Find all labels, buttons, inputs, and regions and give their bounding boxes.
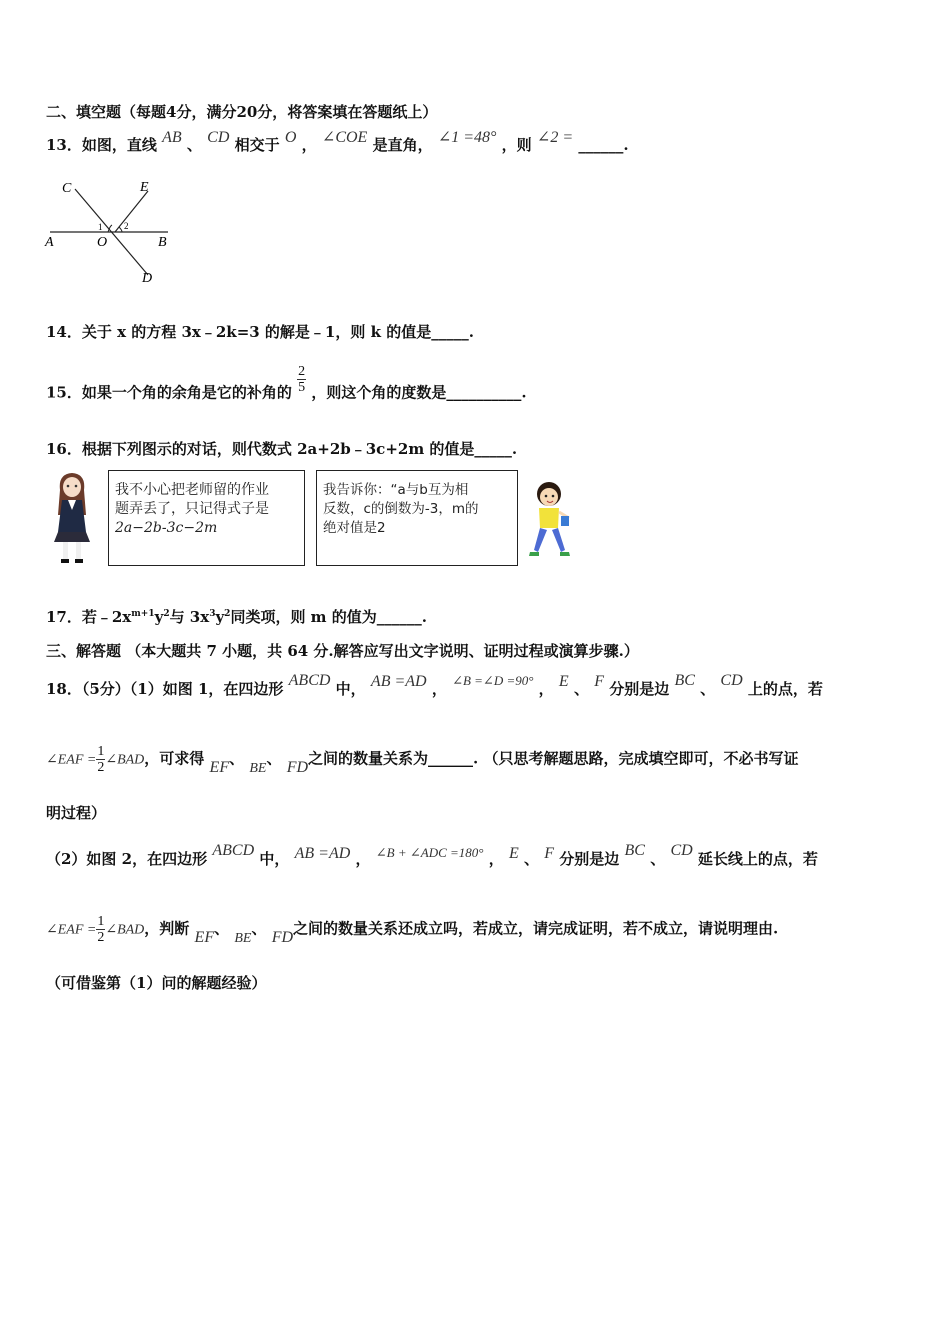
question-13 — [46, 129, 629, 155]
q13-point-o: O — [284, 129, 297, 146]
q18-side-bc: BC — [674, 672, 695, 689]
q18-segment-ef: EF — [209, 758, 230, 776]
question-18-line-1 — [46, 672, 823, 699]
label-b: B — [158, 235, 167, 250]
q18-p2-half-fraction — [96, 914, 105, 945]
q18-comma: ， — [431, 680, 447, 698]
q18-p2-text-3: 分别是边 — [559, 850, 620, 868]
q18-half-denominator: 2 — [97, 760, 105, 775]
q13-angle-1: ∠1 =48° — [437, 129, 497, 146]
q13-comma: ， — [301, 136, 317, 154]
q13-line-ab: AB — [162, 129, 182, 146]
q18-p2-angle-bad: ∠BAD — [105, 922, 145, 938]
q13-answer-blank: ______. — [578, 136, 629, 154]
section-2-heading: 二、填空题（每题4分，满分20分，将答案填在答题纸上） — [46, 103, 438, 121]
q13-angle-coe: ∠COE — [321, 129, 368, 146]
q18-sep: 、 — [573, 680, 589, 698]
question-18-part-2-line-1 — [46, 842, 818, 869]
q18-ab-equals-ad: AB =AD — [370, 673, 427, 690]
q18-half-numerator: 1 — [97, 744, 105, 759]
q18-angle-eaf: ∠EAF = — [46, 752, 97, 768]
q18-p2-text-6: 之间的数量关系还成立吗，若成立，请完成证明，若不成立，请说明理由. — [293, 919, 779, 938]
q18-angle-bad: ∠BAD — [105, 752, 145, 768]
question-14: 14．关于 x 的方程 3x﹣2k=3 的解是﹣1，则 k 的值是_____. — [46, 323, 474, 341]
bubble-2-line-3: 绝对值是2 — [323, 520, 386, 536]
q18-segment-be: BE — [249, 760, 267, 776]
question-18-part-2-line-2 — [46, 914, 778, 945]
q18-p2-quad-abcd: ABCD — [212, 842, 255, 859]
q18-comma-2: ， — [538, 680, 554, 698]
question-18-line-3: 明过程） — [46, 804, 107, 822]
q18-p2-angle-sum: ∠B + ∠ADC =180° — [375, 845, 484, 860]
q18-p2-ab-equals-ad: AB =AD — [294, 845, 351, 862]
bubble-2-line-1: 我告诉你：“a与b互为相 — [323, 482, 469, 498]
q15-fraction — [297, 364, 306, 395]
q13-text: 如图，直线 — [81, 136, 157, 154]
q17-text: 17．若﹣2x — [46, 608, 132, 626]
boy-figure-icon — [525, 478, 575, 563]
q13-text-4: ，则 — [501, 136, 532, 154]
question-15 — [46, 364, 527, 409]
q18-sep-4: 、 — [266, 749, 282, 768]
q15-text-2: ，则这个角的度数是__________. — [311, 383, 527, 402]
label-c: C — [62, 181, 72, 196]
q17-y-2: y — [215, 608, 225, 626]
q18-p2-side-bc: BC — [624, 842, 645, 859]
bubble-2-line-2: 反数，c的倒数为-3，m的 — [323, 501, 479, 517]
q18-text-4: 上的点，若 — [747, 680, 823, 698]
q18-p2-point-f: F — [544, 845, 555, 862]
q18-p2-segment-fd: FD — [271, 928, 294, 946]
question-18-line-2 — [46, 744, 798, 775]
speech-bubble-2 — [316, 470, 518, 566]
q18-p2-comma-2: ， — [488, 850, 504, 868]
q18-text-3: 分别是边 — [609, 680, 670, 698]
speech-bubble-1 — [108, 470, 305, 566]
q18-p2-comma: ， — [355, 850, 371, 868]
q18-p2-text-4: 延长线上的点，若 — [697, 850, 818, 868]
q15-fraction-numerator: 2 — [298, 364, 306, 379]
q17-y-1: y — [154, 608, 164, 626]
q18-p2-segment-be: BE — [234, 930, 252, 946]
label-a: A — [45, 235, 54, 250]
q13-number: 13． — [46, 136, 82, 154]
label-o: O — [97, 235, 108, 250]
q18-side-cd: CD — [720, 672, 743, 689]
q17-exponent-3: 3 — [209, 609, 216, 619]
bubble-1-expression: 2a−2b-3c−2m — [115, 520, 218, 536]
q18-p2-segment-ef: EF — [194, 928, 215, 946]
q18-p2-half-numerator: 1 — [97, 914, 105, 929]
q13-line-cd: CD — [207, 129, 230, 146]
q18-half-fraction — [96, 744, 105, 775]
label-angle-1: 1 — [98, 222, 103, 232]
q18-text-5: ，可求得 — [144, 749, 205, 768]
q18-text-6: 之间的数量关系为______. （只思考解题思路，完成填空即可，不必书写证 — [308, 749, 799, 768]
q18-text-2: 中， — [335, 680, 366, 698]
girl-figure-icon — [46, 470, 98, 565]
label-e: E — [140, 180, 149, 195]
q18-p2-sep: 、 — [524, 850, 540, 868]
q18-sep-3: 、 — [229, 749, 245, 768]
section-3-heading: 三、解答题 （本大题共 7 小题，共 64 分.解答应写出文字说明、证明过程或演算步骤.） — [46, 642, 639, 660]
q17-exponent-1: m+1 — [131, 609, 155, 619]
q18-p2-sep-4: 、 — [251, 919, 267, 938]
q13-text-2: 相交于 — [234, 136, 280, 154]
q15-text: 15．如果一个角的余角是它的补角的 — [46, 383, 292, 402]
q18-point-e: E — [558, 673, 569, 690]
q18-quad-abcd: ABCD — [288, 672, 331, 689]
ray-oe — [115, 191, 148, 232]
question-18-part-2-line-3: （可借鉴第（1）问的解题经验） — [46, 974, 267, 992]
label-d: D — [142, 271, 153, 286]
q18-p2-sep-3: 、 — [214, 919, 230, 938]
q17-text-2: 与 3x — [169, 608, 210, 626]
bubble-1-line-2: 题弄丢了，只记得式子是 — [115, 501, 269, 517]
q13-angle-2: ∠2 = — [536, 129, 574, 146]
bubble-1-line-1: 我不小心把老师留的作业 — [115, 482, 269, 498]
q18-point-f: F — [594, 673, 604, 690]
q18-p2-sep-2: 、 — [650, 850, 666, 868]
q18-p2-text-2: 中， — [259, 850, 290, 868]
q18-p2-side-cd: CD — [670, 842, 693, 859]
q17-exponent-2: 2 — [163, 609, 170, 619]
q15-fraction-denominator: 5 — [298, 380, 306, 395]
q18-p2-text: （2）如图 2，在四边形 — [46, 850, 208, 868]
q18-p2-text-5: ，判断 — [144, 919, 190, 938]
q18-p2-half-denominator: 2 — [97, 930, 105, 945]
label-angle-2: 2 — [124, 221, 129, 231]
q18-p2-angle-eaf: ∠EAF = — [46, 922, 97, 938]
q17-text-3: 同类项，则 m 的值为______. — [230, 608, 427, 626]
question-17 — [46, 606, 427, 627]
q13-sep: 、 — [186, 136, 202, 154]
q18-text: 18．（5分）（1）如图 1，在四边形 — [46, 680, 284, 698]
q18-segment-fd: FD — [286, 758, 309, 776]
q17-exponent-4: 2 — [224, 609, 231, 619]
q18-sep-2: 、 — [700, 680, 716, 698]
q18-right-angles: ∠B =∠D =90° — [452, 673, 534, 688]
question-16: 16．根据下列图示的对话，则代数式 2a+2b﹣3c+2m 的值是_____. — [46, 440, 518, 458]
q13-text-3: 是直角， — [372, 136, 433, 154]
angle-arc-2 — [119, 227, 122, 232]
q18-p2-point-e: E — [508, 845, 519, 862]
figure-13-diagram — [40, 175, 180, 290]
